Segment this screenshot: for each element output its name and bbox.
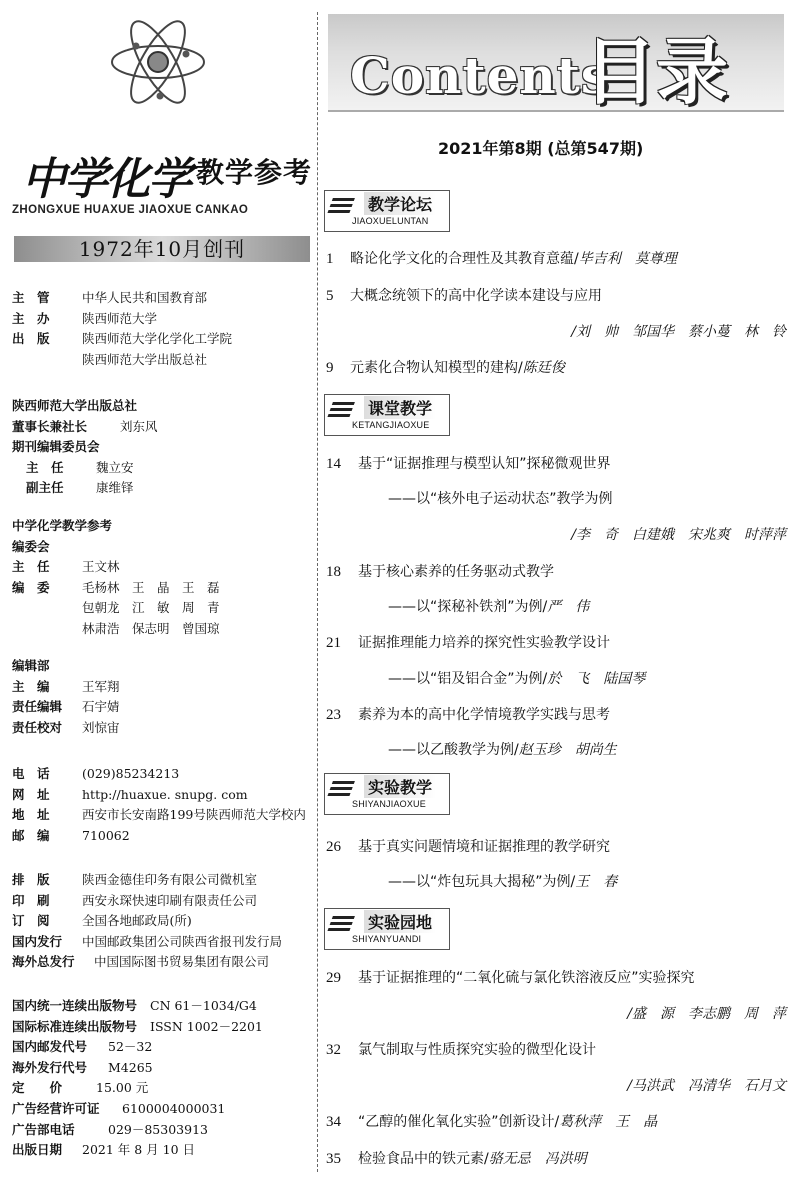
contact-label: 电 话 [12, 766, 50, 781]
registration-value: ISSN 1002－2201 [150, 1018, 263, 1034]
entry-authors: 骆无忌 冯洪明 [488, 1151, 587, 1167]
board-members-row: 毛杨林 王 晶 王 磊 [82, 579, 220, 595]
entry-authors: /李 奇 白建娥 宋兆爽 时萍萍 [571, 527, 786, 543]
director-label: 主 任 [26, 459, 64, 475]
entry-subtitle: ——以“炸包玩具大揭秘”为例/ [388, 874, 576, 890]
sponsor-block [12, 288, 233, 370]
registration-value: 52－32 [108, 1039, 153, 1055]
contact-label: 网 址 [12, 786, 50, 802]
entry-subtitle: ——以“核外电子运动状态”教学为例 [388, 491, 613, 507]
section-pinyin: KETANGJIAOXUE [352, 420, 430, 430]
registration-value: M4265 [108, 1059, 153, 1075]
atom-icon [108, 10, 208, 110]
entry-title: 氯气制取与性质探究实验的微型化设计 [358, 1042, 596, 1058]
journal-title-pinyin: ZHONGXUE HUAXUE JIAOXUE CANKAO [12, 204, 249, 216]
dept-heading: 编辑部 [12, 658, 50, 673]
entry-title: 证据推理能力培养的探究性实验教学设计 [358, 635, 610, 651]
editorial-dept-block [12, 656, 120, 738]
registration-label: 国内邮发代号 [12, 1039, 88, 1055]
production-label: 排 版 [12, 872, 50, 887]
entry-subtitle: ——以乙酸教学为例/ [388, 742, 519, 758]
website-link[interactable]: http://huaxue. snupg. com [82, 786, 248, 802]
entry-page: 14 [326, 456, 341, 472]
entry-page: 9 [326, 360, 334, 376]
registration-label: 国内统一连续出版物号 [12, 998, 138, 1013]
registration-value: 6100004000031 [122, 1100, 226, 1116]
journal-title-rest: 教学参考 [196, 156, 313, 189]
entry-title: 基于真实问题情境和证据推理的教学研究 [358, 839, 610, 855]
registration-label: 广告经营许可证 [12, 1100, 100, 1116]
board-members-label: 编 委 [12, 579, 50, 595]
sponsor-value: 陕西师范大学 [82, 310, 158, 326]
registration-value: 029－85303913 [108, 1121, 208, 1137]
sponsor-label: 出 版 [12, 331, 50, 347]
dept-label: 主 编 [12, 678, 50, 694]
sponsor-label: 主 管 [12, 290, 50, 305]
entry-authors: 王 春 [575, 874, 618, 890]
entry-title: “乙醇的催化氧化实验”创新设计/ [358, 1114, 560, 1130]
chairman-label: 董事长兼社长 [12, 418, 88, 434]
registration-block [12, 996, 263, 1161]
entry-authors: 赵玉珍 胡尚生 [518, 742, 617, 758]
production-value: 陕西金德佳印务有限公司微机室 [82, 872, 258, 887]
section-name: 教学论坛 [364, 192, 436, 215]
dept-value: 刘惊宙 [82, 719, 120, 735]
sponsor-value: 陕西师范大学化学化工学院 [82, 331, 233, 347]
issue-number: 2021年第8期 (总第547期) [438, 139, 644, 158]
board-subheading: 编委会 [12, 538, 50, 554]
production-label: 国内发行 [12, 933, 63, 949]
entry-authors: 陈廷俊 [522, 360, 565, 376]
entry-page: 32 [326, 1042, 341, 1058]
dept-label: 责任编辑 [12, 699, 63, 715]
contact-block [12, 764, 306, 846]
entry-title: 基于“证据推理与模型认知”探秘微观世界 [358, 456, 611, 472]
contents-title-cn: 目录 [584, 30, 729, 114]
entry-authors: 严 伟 [547, 599, 590, 615]
contents-title-en: Contents [350, 46, 611, 105]
registration-label: 国际标准连续出版物号 [12, 1018, 138, 1034]
dept-value: 王军翔 [82, 678, 120, 694]
entry-page: 1 [326, 251, 334, 267]
registration-label: 出版日期 [12, 1142, 63, 1158]
board-members-row: 林肃浩 保志明 曾国琼 [82, 620, 220, 636]
postcode-value: 710062 [82, 827, 130, 843]
price-value: 15.00 元 [96, 1080, 149, 1096]
entry-page: 18 [326, 564, 341, 580]
entry-title: 素养为本的高中化学情境教学实践与思考 [358, 707, 610, 723]
committee-heading: 期刊编辑委员会 [12, 439, 100, 455]
production-value: 中国国际图书贸易集团有限公司 [94, 954, 270, 970]
entry-title: 元素化合物认知模型的建构/ [350, 360, 523, 376]
entry-page: 5 [326, 288, 334, 304]
contents-banner [328, 14, 784, 112]
entry-page: 34 [326, 1114, 341, 1130]
publish-date-value: 2021 年 8 月 10 日 [82, 1142, 196, 1158]
dept-value: 石宇婧 [82, 699, 120, 715]
masthead-column [0, 0, 316, 1180]
entry-page: 21 [326, 635, 341, 651]
contents-column [318, 0, 800, 1180]
contact-label: 地 址 [12, 807, 50, 823]
editorial-board-block [12, 516, 220, 640]
entry-subtitle: ——以“铝及铝合金”为例/ [388, 671, 548, 687]
registration-value: CN 61－1034/G4 [150, 998, 257, 1013]
section-pinyin: JIAOXUELUNTAN [352, 216, 429, 226]
section-pinyin: SHIYANYUANDI [352, 934, 422, 944]
entry-title: 基于证据推理的“二氧化硫与氯化铁溶液反应”实验探究 [358, 970, 695, 986]
publisher-heading: 陕西师范大学出版总社 [12, 398, 138, 413]
founded-banner: 1972年10月创刊 [14, 236, 310, 262]
entry-page: 29 [326, 970, 341, 986]
production-label: 印 刷 [12, 892, 50, 908]
section-header [324, 908, 452, 948]
board-chief-value: 王文林 [82, 559, 120, 575]
entry-title: 大概念统领下的高中化学读本建设与应用 [350, 288, 602, 304]
production-label: 订 阅 [12, 913, 50, 929]
entry-title: 基于核心素养的任务驱动式教学 [358, 564, 554, 580]
section-name: 实验教学 [364, 775, 436, 798]
entry-page: 23 [326, 707, 341, 723]
section-name: 实验园地 [364, 910, 436, 933]
production-label: 海外总发行 [12, 954, 75, 970]
board-heading: 中学化学教学参考 [12, 518, 113, 533]
address-value: 西安市长安南路199号陕西师范大学校内 [82, 807, 306, 823]
section-name: 课堂教学 [364, 396, 436, 419]
dept-label: 责任校对 [12, 719, 63, 735]
contact-label: 邮 编 [12, 827, 50, 843]
entry-authors: 於 飞 陆国琴 [547, 671, 646, 687]
director-value: 魏立安 [96, 459, 134, 475]
section-header [324, 190, 452, 230]
section-pinyin: SHIYANJIAOXUE [352, 799, 426, 809]
entry-authors: /刘 帅 邹国华 蔡小蔓 林 铃 [571, 324, 786, 340]
registration-label: 广告部电话 [12, 1121, 75, 1137]
section-header [324, 773, 452, 813]
deputy-value: 康维铎 [96, 480, 134, 496]
phone-value: (029)85234213 [82, 766, 180, 781]
entry-title: 检验食品中的铁元素/ [358, 1151, 489, 1167]
sponsor-value: 中华人民共和国教育部 [82, 290, 208, 305]
journal-title [14, 143, 314, 205]
production-value: 西安永琛快速印刷有限责任公司 [82, 892, 258, 908]
publisher-block [12, 396, 158, 499]
section-header [324, 394, 452, 434]
entry-authors: /马洪武 冯清华 石月文 [627, 1078, 786, 1094]
production-value: 中国邮政集团公司陕西省报刊发行局 [82, 933, 283, 949]
entry-subtitle: ——以“探秘补铁剂”为例/ [388, 599, 548, 615]
registration-label: 定 价 [12, 1080, 63, 1096]
board-members-row: 包朝龙 江 敏 周 青 [82, 600, 220, 616]
sponsor-value: 陕西师范大学出版总社 [82, 351, 208, 367]
entry-authors: 葛秋萍 王 晶 [559, 1114, 658, 1130]
entry-authors: 毕吉利 莫尊理 [578, 251, 677, 267]
board-chief-label: 主 任 [12, 559, 50, 575]
deputy-label: 副主任 [26, 480, 64, 496]
entry-title: 略论化学文化的合理性及其教育意蕴/ [350, 251, 579, 267]
chairman-value: 刘东风 [120, 418, 158, 434]
production-value: 全国各地邮政局(所) [82, 913, 192, 929]
registration-label: 海外发行代号 [12, 1059, 88, 1075]
entry-page: 26 [326, 839, 341, 855]
production-block [12, 870, 283, 973]
sponsor-label: 主 办 [12, 310, 50, 326]
entry-authors: /盛 源 李志鹏 周 萍 [627, 1006, 786, 1022]
journal-title-calligraphy: 中学化学 [22, 154, 190, 205]
entry-page: 35 [326, 1151, 341, 1167]
